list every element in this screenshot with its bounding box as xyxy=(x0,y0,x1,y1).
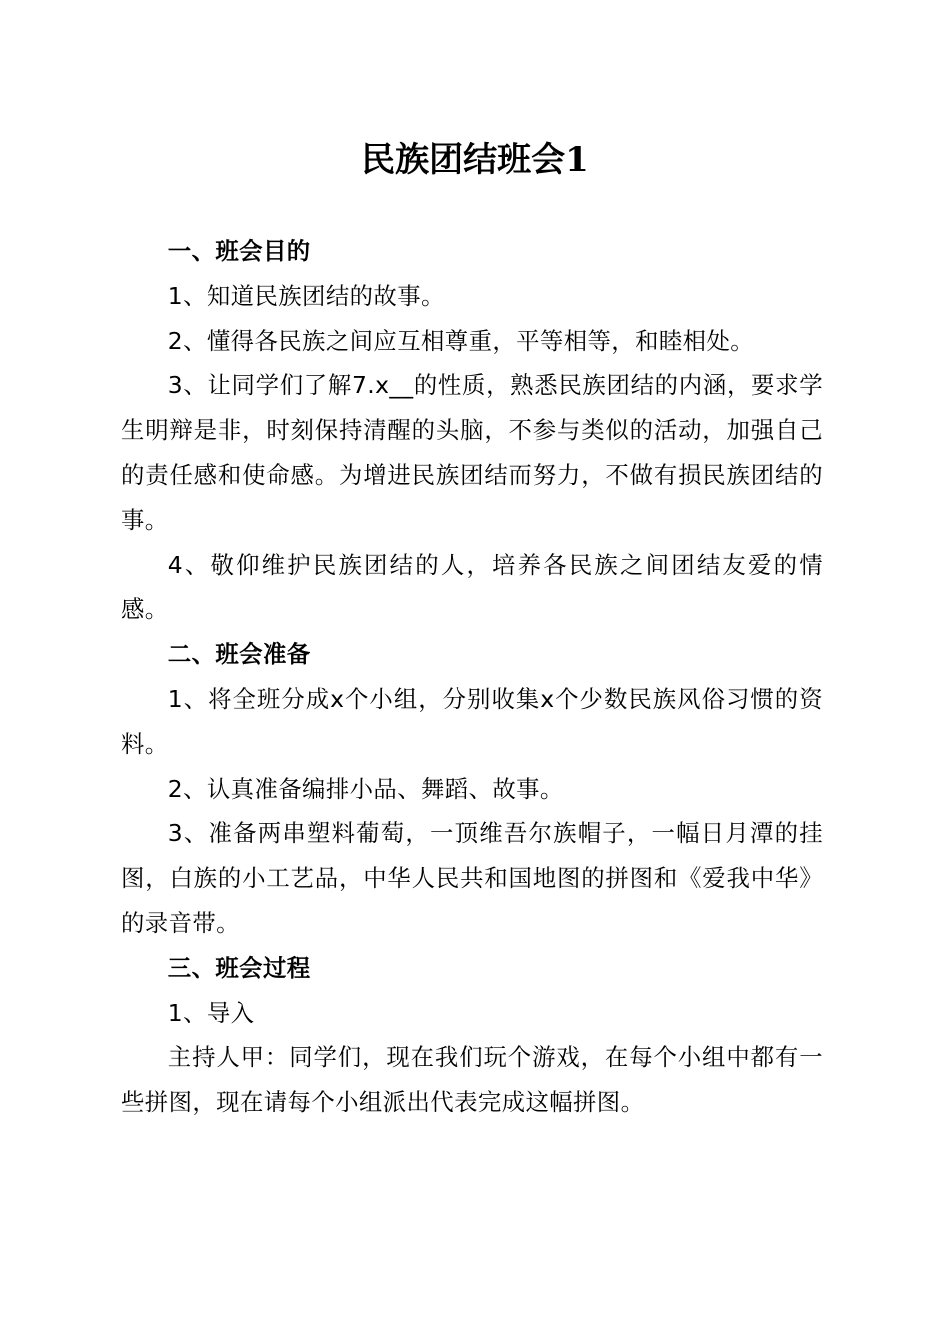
section-heading-process: 三、班会过程 xyxy=(167,953,311,982)
paragraph: 2、懂得各民族之间应互相尊重，平等相等，和睦相处。 xyxy=(167,326,755,355)
document-body xyxy=(121,229,823,1125)
paragraph: 4、敬仰维护民族团结的人，培养各民族之间团结友爱的情感。 xyxy=(121,550,823,624)
paragraph: 3、准备两串塑料葡萄，一顶维吾尔族帽子，一幅日月潭的挂图，白族的小工艺品，中华人民共和国地图的拼图和《爱我中华》的录音带。 xyxy=(121,819,823,937)
page-title: 民族团结班会1 xyxy=(361,140,589,180)
paragraph: 1、将全班分成x个小组，分别收集x个少数民族风俗习惯的资料。 xyxy=(121,684,823,758)
section-heading-preparation: 二、班会准备 xyxy=(167,640,311,669)
paragraph: 主持人甲：同学们，现在我们玩个游戏，在每个小组中都有一些拼图，现在请每个小组派出代表完成这幅拼图。 xyxy=(121,1043,823,1117)
paragraph: 2、认真准备编排小品、舞蹈、故事。 xyxy=(167,774,564,803)
paragraph: 3、让同学们了解7.x__的性质，熟悉民族团结的内涵，要求学生明辩是非，时刻保持清醒的头脑，不参与类似的活动，加强自己的责任感和使命感。为增进民族团结而努力，不做有损民族团结的事。 xyxy=(121,371,823,534)
section-heading-goals: 一、班会目的 xyxy=(167,237,311,265)
paragraph: 1、知道民族团结的故事。 xyxy=(167,281,445,310)
paragraph: 1、导入 xyxy=(167,998,255,1027)
